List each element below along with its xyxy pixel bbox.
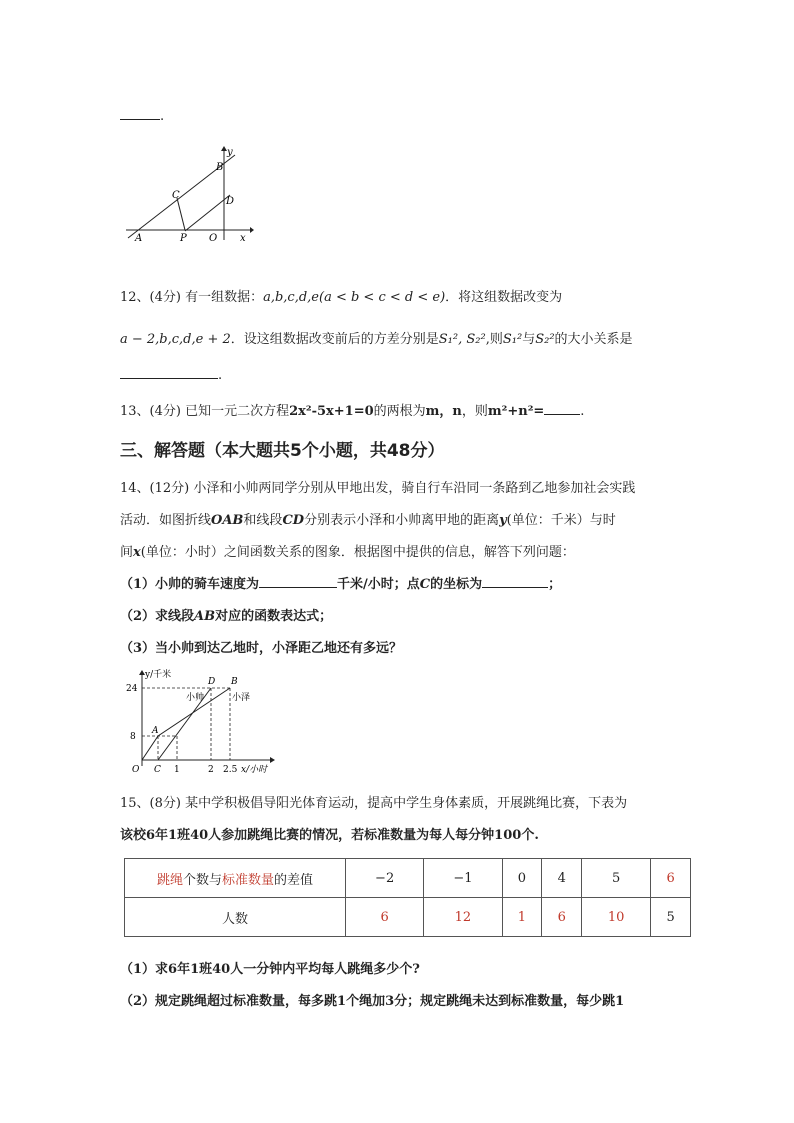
label-b: B xyxy=(231,677,238,687)
answer-blank xyxy=(120,105,160,120)
label-c: C xyxy=(172,190,180,201)
label-xiaoshuai: 小帅 xyxy=(186,693,205,703)
x-axis-arrow xyxy=(270,757,275,763)
label-a: A xyxy=(135,233,143,244)
table-cell: 12 xyxy=(424,898,502,937)
table-row xyxy=(125,898,691,937)
label-d: D xyxy=(208,677,216,687)
prev-answer-line: . xyxy=(120,105,164,124)
label-c: C xyxy=(154,765,161,775)
table-header-diff: 跳绳个数与标准数量的差值 xyxy=(125,859,346,898)
q12-line3: . xyxy=(120,364,222,383)
q13-line: 13、(4分) 已知一元二次方程2x²-5x+1=0的两根为m，n，则m²+n²= . xyxy=(120,400,584,419)
answer-blank xyxy=(259,573,337,588)
answer-blank xyxy=(544,400,580,415)
label-p: P xyxy=(180,233,187,244)
tick-8: 8 xyxy=(130,732,136,742)
y-axis-label: y/千米 xyxy=(145,670,172,680)
q14-line2: 活动．如图折线OAB和线段CD分别表示小泽和小帅离甲地的距离y(单位：千米）与时 xyxy=(120,513,616,528)
q15-line2: 该校6年1班40人参加跳绳比赛的情况，若标准数量为每人每分钟100个. xyxy=(120,828,539,843)
q14-line3: 间x(单位：小时）之间函数关系的图象．根据图中提供的信息，解答下列问题： xyxy=(120,545,575,560)
table-cell: 10 xyxy=(582,898,651,937)
tick-25: 2.5 xyxy=(223,765,238,775)
tick-2: 2 xyxy=(208,765,214,775)
table-cell: −2 xyxy=(346,859,424,898)
geometry-figure xyxy=(120,140,255,250)
table-cell: 0 xyxy=(502,859,542,898)
table-row xyxy=(125,859,691,898)
label-d: D xyxy=(226,196,235,207)
table-cell: 6 xyxy=(542,898,582,937)
segment-cp xyxy=(177,198,185,230)
table-cell: 6 xyxy=(651,859,691,898)
jump-rope-table xyxy=(124,858,691,937)
table-cell: 6 xyxy=(346,898,424,937)
section-title: 三、解答题（本大题共5个小题，共48分） xyxy=(120,441,445,461)
label-o: O xyxy=(209,233,218,244)
q15-sub2: （2）规定跳绳超过标准数量，每多跳1个绳加3分；规定跳绳未达到标准数量，每少跳1 xyxy=(120,994,625,1009)
q15-sub1: （1）求6年1班40人一分钟内平均每人跳绳多少个? xyxy=(120,962,420,977)
answer-blank xyxy=(120,364,218,379)
label-x: x xyxy=(240,233,246,244)
table-header-count: 人数 xyxy=(125,898,346,937)
q14-sub2: （2）求线段AB对应的函数表达式； xyxy=(120,609,333,624)
line-pd xyxy=(185,195,230,231)
tick-1: 1 xyxy=(174,765,180,775)
table-cell: 5 xyxy=(651,898,691,937)
q15-line1: 15、(8分) 某中学积极倡导阳光体育运动，提高中学生身体素质，开展跳绳比赛，下表为 xyxy=(120,796,628,811)
q12-line2: a − 2,b,c,d,e + 2．设这组数据改变前后的方差分别是S₁², S₂²,则S₁²与S₂²的大小关系是 xyxy=(120,332,633,347)
table-cell: 4 xyxy=(542,859,582,898)
tick-24: 24 xyxy=(126,684,138,694)
distance-time-graph xyxy=(120,666,285,778)
q12-line1: 12、(4分) 有一组数据：a,b,c,d,e(a < b < c < d < e)．将这组数据改变为 xyxy=(120,290,563,305)
label-b: B xyxy=(216,162,224,173)
x-axis-label: x/小时 xyxy=(241,765,268,775)
q14-sub3: （3）当小帅到达乙地时，小泽距乙地还有多远？ xyxy=(120,641,403,656)
x-axis-arrow xyxy=(250,227,254,233)
answer-blank xyxy=(482,573,548,588)
label-a: A xyxy=(152,726,159,736)
table-cell: −1 xyxy=(424,859,502,898)
table-cell: 5 xyxy=(582,859,651,898)
q14-line1: 14、(12分) 小泽和小帅两同学分别从甲地出发，骑自行车沿同一条路到乙地参加社会实践 xyxy=(120,481,636,496)
q14-sub1: （1）小帅的骑车速度为 千米/小时；点C的坐标为 ； xyxy=(120,573,561,592)
label-origin: O xyxy=(132,765,140,775)
label-y: y xyxy=(227,147,233,158)
table-cell: 1 xyxy=(502,898,542,937)
label-xiaoze: 小泽 xyxy=(232,693,251,703)
